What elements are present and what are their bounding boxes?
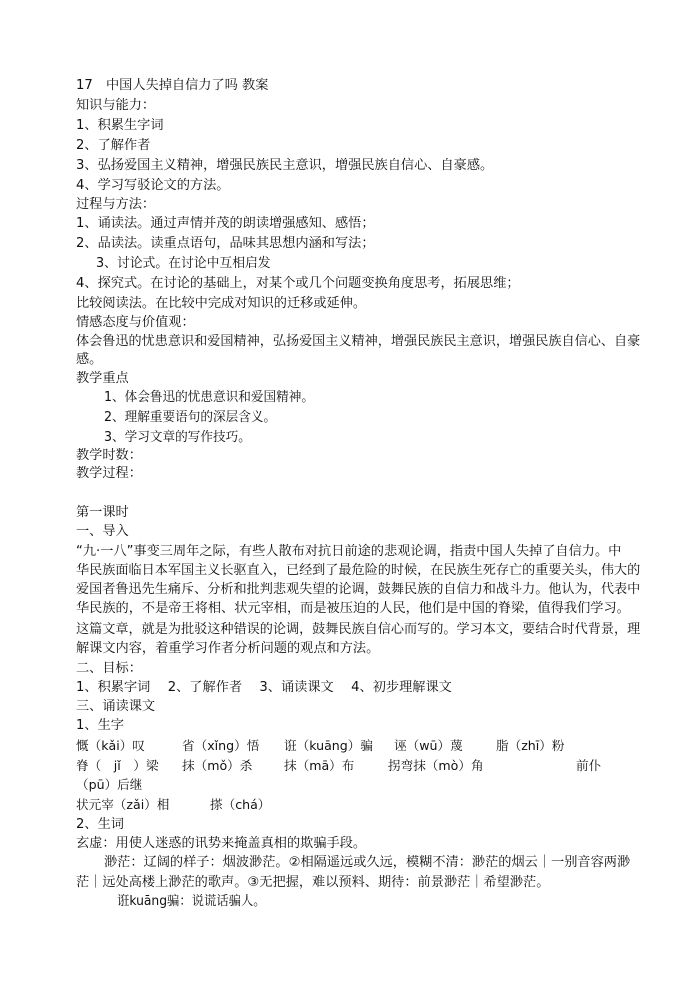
lesson-title: 17 中国人失掉自信力了吗 教案 (76, 78, 269, 93)
character-entry: 省（xǐng）悟 (182, 738, 260, 753)
character-entry: 诬（wū）蔑 (394, 738, 463, 753)
character-entry: 抹（mā）布 (284, 758, 355, 773)
intro-paragraph-line: 解课文内容，着重学习作者分析问题的观点和方法。 (76, 641, 380, 656)
focus-item: 2、理解重要语句的深层含义。 (104, 410, 277, 425)
goals-line: 1、积累字词 2、了解作者 3、诵读课文 4、初步理解课文 (76, 680, 452, 695)
period-title: 第一课时 (76, 505, 129, 520)
reading-heading: 三、诵读课文 (76, 699, 156, 714)
character-entry: 抹（mǒ）杀 (182, 758, 253, 773)
intro-paragraph-line: 爱国者鲁迅先生痛斥、分析和批判悲观失望的论调，鼓舞民族的自信力和战斗力。他认为，代表中 (76, 582, 641, 597)
process-item: 2、品读法。读重点语句，品味其思想内涵和写法； (76, 236, 375, 251)
characters-row (76, 795, 636, 815)
word-definition: 渺茫：辽阔的样子：烟波渺茫。②相隔遥远或久远，模糊不清：渺茫的烟云｜一别音容两渺 (104, 855, 631, 870)
characters-row (76, 736, 636, 756)
intro-paragraph-line: “九·一八”事变三周年之际，有些人散布对抗日前途的悲观论调，指责中国人失掉了自信力。中 (76, 544, 622, 559)
word-definition: 诳kuāng骗：说谎话骗人。 (117, 894, 266, 909)
teaching-process-label: 教学过程： (76, 466, 142, 481)
process-item: 比较阅读法。在比较中完成对知识的迁移或延伸。 (76, 296, 367, 311)
focus-item: 3、学习文章的写作技巧。 (104, 430, 251, 445)
characters-row (76, 756, 636, 776)
character-entry: 搽（chá） (210, 797, 271, 812)
character-entry: 慨（kǎi）叹 (76, 738, 145, 753)
process-item: 1、诵读法。通过声情并茂的朗读增强感知、感悟； (76, 216, 375, 231)
character-entry: 拐弯抹（mò）角 (388, 758, 484, 773)
intro-paragraph-line: 华民族的，不是帝王将相、状元宰相，而是被压迫的人民，他们是中国的脊梁，值得我们学习。 (76, 601, 630, 616)
character-entry: 诳（kuāng）骗 (284, 738, 373, 753)
attitude-text: 感。 (76, 352, 103, 367)
goals-heading: 二、目标： (76, 661, 142, 676)
new-words-heading: 2、生词 (76, 817, 124, 832)
process-item: 3、讨论式。在讨论中互相启发 (96, 256, 271, 271)
character-entry: 前仆 (576, 758, 602, 773)
knowledge-item: 3、弘扬爱国主义精神，增强民族民主意识，增强民族自信心、自豪感。 (76, 158, 494, 173)
character-entry: 脂（zhī）粉 (496, 738, 565, 753)
new-characters-heading: 1、生字 (76, 718, 124, 733)
knowledge-item: 1、积累生字词 (76, 118, 164, 133)
knowledge-item: 4、学习写驳论文的方法。 (76, 178, 230, 193)
section-heading-attitude: 情感态度与价值观： (76, 315, 195, 330)
section-heading-focus: 教学重点 (76, 371, 129, 386)
intro-paragraph-line: 华民族面临日本军国主义长驱直入，已经到了最危险的时候，在民族生死存亡的重要关头，伟大的 (76, 563, 641, 578)
teaching-hours-label: 教学时数： (76, 448, 142, 463)
character-entry-continued: （pū）后继 (76, 777, 143, 792)
intro-heading: 一、导入 (76, 524, 129, 539)
character-entry: 状元宰（zǎi）相 (76, 797, 170, 812)
word-definition: 玄虚：用使人迷惑的讯势来掩盖真相的欺骗手段。 (76, 836, 367, 851)
attitude-text: 体会鲁迅的忧患意识和爱国精神，弘扬爱国主义精神，增强民族民主意识，增强民族自信心、自豪 (76, 334, 641, 349)
section-heading-knowledge: 知识与能力： (76, 98, 156, 113)
section-heading-process: 过程与方法： (76, 197, 156, 212)
word-definition: 茫｜远处高楼上渺茫的歌声。③无把握，难以预料、期待：前景渺茫｜希望渺茫。 (76, 875, 550, 890)
process-item: 4、探究式。在讨论的基础上，对某个或几个问题变换角度思考，拓展思维； (76, 276, 520, 291)
focus-item: 1、体会鲁迅的忧患意识和爱国精神。 (104, 390, 314, 405)
character-entry: 脊（ jǐ ）梁 (76, 758, 159, 773)
knowledge-item: 2、了解作者 (76, 138, 151, 153)
intro-paragraph-line: 这篇文章，就是为批驳这种错误的论调，鼓舞民族自信心而写的。学习本文，要结合时代背景，理 (76, 622, 641, 637)
